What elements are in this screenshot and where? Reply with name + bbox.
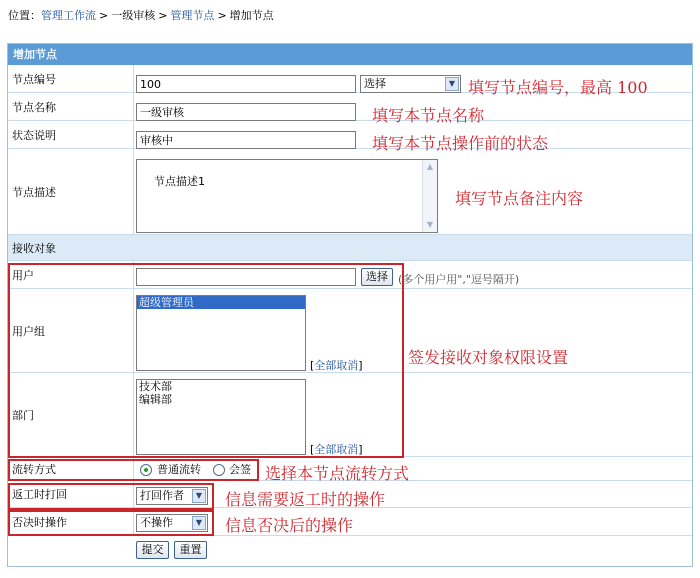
breadcrumb-link-workflow[interactable]: 管理工作流 (41, 9, 96, 22)
flow-mode-countersign-label: 会签 (229, 463, 251, 476)
user-group-option[interactable]: 超级管理员 (137, 296, 305, 309)
flow-mode-normal-label: 普通流转 (157, 463, 201, 476)
breadcrumb-separator: > (99, 9, 109, 22)
node-desc-scrollbar[interactable] (422, 160, 437, 232)
node-desc-text: 节点描述1 (154, 175, 205, 188)
return-action-highlight-box (8, 483, 214, 510)
breadcrumb-prefix: 位置： (8, 9, 41, 22)
department-label: 部门 (8, 373, 134, 456)
breadcrumb (8, 8, 274, 24)
annotation-status-desc: 填写本节点操作前的状态 (372, 134, 549, 153)
receivers-section-header: 接收对象 (8, 235, 692, 261)
status-desc-label: 状态说明 (8, 121, 134, 148)
node-name-input[interactable] (136, 103, 356, 121)
annotation-receivers: 签发接收对象权限设置 (408, 348, 569, 367)
department-cancel-all-link[interactable]: 全部取消 (314, 443, 359, 456)
annotation-flow-mode: 选择本节点流转方式 (265, 464, 410, 483)
user-hint: (多个用户用","逗号隔开) (398, 273, 520, 286)
scroll-down-icon[interactable]: ▼ (426, 220, 434, 229)
breadcrumb-level1: 一级审核 (111, 9, 156, 22)
chevron-down-icon: ▼ (192, 516, 206, 530)
node-desc-textarea[interactable] (136, 159, 438, 233)
department-cancel-all[interactable]: [全部取消] (310, 443, 363, 456)
reject-action-value: 不操作 (140, 516, 173, 529)
breadcrumb-separator: > (217, 9, 227, 22)
annotation-return-action: 信息需要返工时的操作 (225, 490, 386, 509)
breadcrumb-current: 增加节点 (229, 9, 274, 22)
form-header: 增加节点 (8, 44, 692, 65)
reject-action-highlight-box (8, 510, 214, 536)
reset-button[interactable]: 重置 (174, 541, 207, 559)
node-number-input[interactable] (136, 75, 356, 93)
node-number-select-value: 选择 (364, 77, 386, 90)
chevron-down-icon: ▼ (192, 489, 206, 503)
user-group-label: 用户组 (8, 289, 134, 372)
user-group-cancel-all[interactable]: [全部取消] (310, 359, 363, 372)
department-option[interactable]: 编辑部 (139, 393, 172, 406)
node-desc-label: 节点描述 (8, 149, 134, 234)
flow-mode-highlight-box (8, 459, 259, 481)
return-action-label: 返工时打回 (8, 481, 134, 507)
return-action-value: 打回作者 (140, 489, 184, 502)
breadcrumb-separator: > (158, 9, 168, 22)
annotation-node-desc: 填写节点备注内容 (455, 189, 584, 208)
annotation-node-number: 填写节点编号，最高 100 (468, 78, 648, 97)
user-label: 用户 (8, 261, 134, 288)
breadcrumb-link-nodes[interactable]: 管理节点 (170, 9, 215, 22)
node-number-select[interactable] (360, 75, 461, 93)
user-select-button[interactable]: 选择 (361, 268, 393, 286)
annotation-node-name: 填写本节点名称 (372, 106, 485, 125)
submit-button[interactable]: 提交 (136, 541, 169, 559)
department-option[interactable]: 技术部 (139, 380, 172, 393)
chevron-down-icon: ▼ (445, 77, 459, 91)
annotation-reject-action: 信息否决后的操作 (225, 516, 354, 535)
flow-mode-label: 流转方式 (8, 457, 134, 480)
scroll-up-icon[interactable]: ▲ (426, 162, 434, 171)
user-group-cancel-all-link[interactable]: 全部取消 (314, 359, 359, 372)
status-desc-input[interactable] (136, 131, 356, 149)
node-number-label: 节点编号 (8, 65, 134, 92)
reject-action-label: 否决时操作 (8, 508, 134, 535)
node-name-label: 节点名称 (8, 93, 134, 120)
receivers-highlight-box (8, 263, 404, 458)
